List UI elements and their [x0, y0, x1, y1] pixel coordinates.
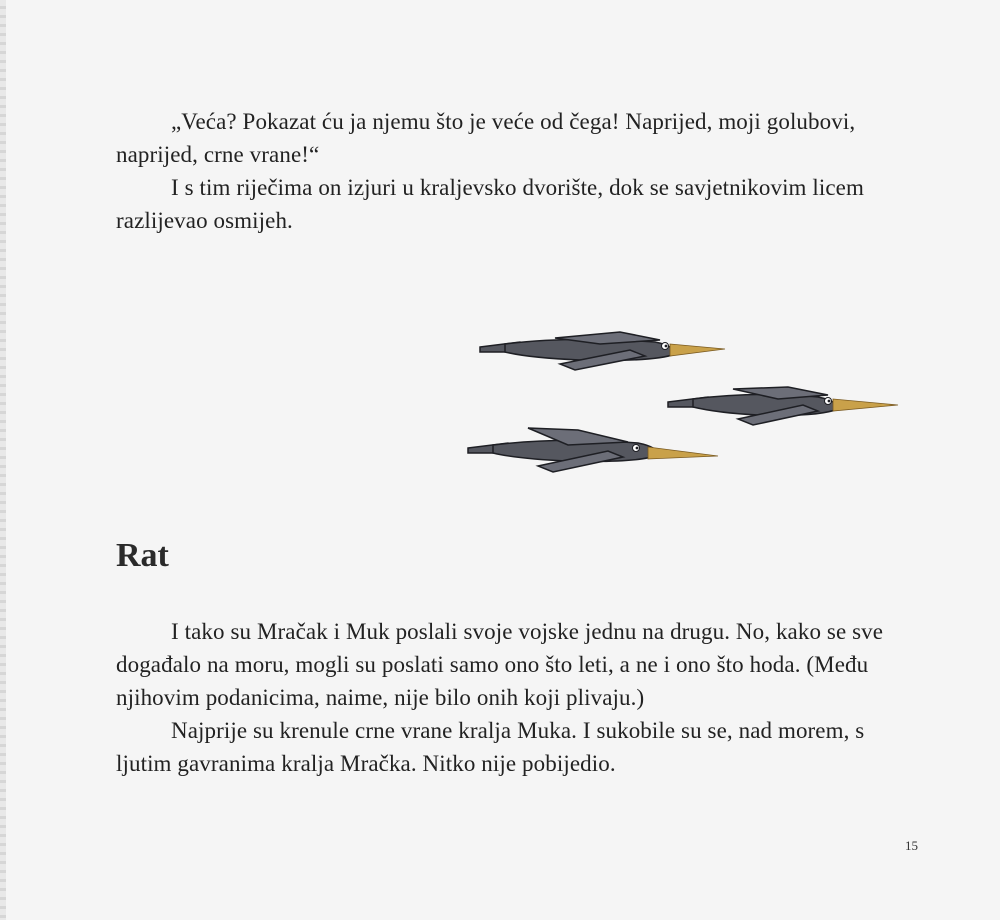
paragraph: I tako su Mračak i Muk poslali svoje vojske jednu na drugu. No, kako se sve događalo na moru, mogli su poslati samo ono što leti, a ne i ono što hoda. (Među njihovim podanicima, naime, nije bilo onih koji plivaju.) [116, 619, 884, 710]
flying-birds-illustration [460, 320, 910, 490]
text-block-bottom [116, 615, 896, 780]
paragraph: „Veća? Pokazat ću ja njemu što je veće od čega! Naprijed, moji golubovi, naprijed, crne vrane!“ [116, 109, 856, 167]
bird-icon [480, 332, 725, 370]
section-heading: Rat [116, 537, 169, 574]
paragraph: I s tim riječima on izjuri u kraljevsko dvorište, dok se savjetnikovim licem razlijevao osmijeh. [116, 175, 864, 233]
bird-icon [468, 428, 718, 472]
page-edge-binding [0, 0, 6, 920]
text-block-top [116, 105, 896, 237]
bird-icon [668, 387, 898, 425]
paragraph: Najprije su krenule crne vrane kralja Muka. I sukobile su se, nad morem, s ljutim gavranima kralja Mračka. Nitko nije pobijedio. [116, 718, 865, 776]
page-number: 15 [905, 838, 918, 853]
